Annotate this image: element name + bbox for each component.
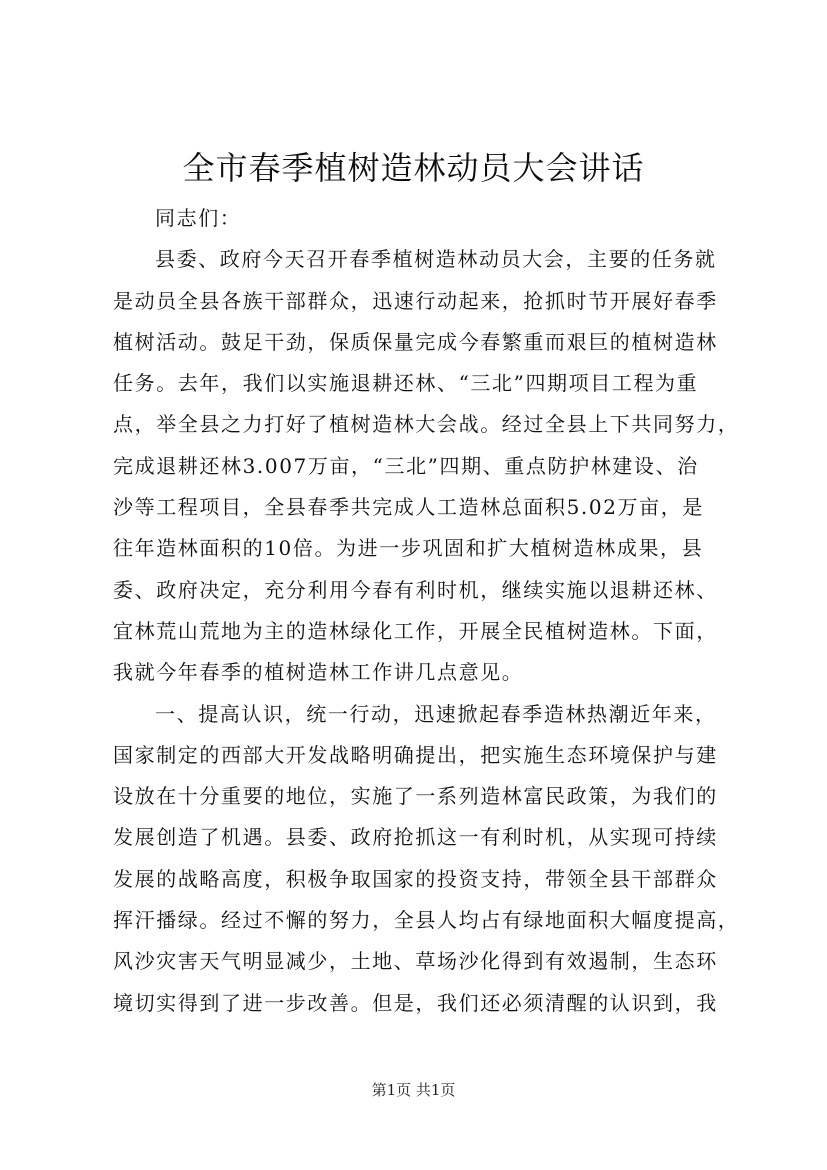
paragraph-line: 风沙灾害天气明显减少，土地、草场沙化得到有效遏制，生态环 bbox=[113, 949, 718, 974]
paragraph-line: 挥汗播绿。经过不懈的努力，全县人均占有绿地面积大幅度提高， bbox=[113, 908, 740, 933]
document-body bbox=[113, 198, 740, 1024]
paragraph-line: 任务。去年，我们以实施退耕还林、“三北”四期项目工程为重 bbox=[113, 371, 699, 396]
paragraph-line: 点，举全县之力打好了植树造林大会战。经过全县上下共同努力， bbox=[113, 412, 740, 437]
document-title: 全市春季植树造林动员大会讲话 bbox=[182, 149, 645, 187]
section-heading-line: 一、提高认识，统一行动，迅速掀起春季造林热潮近年来， bbox=[155, 701, 717, 726]
paragraph-line: 植树活动。鼓足干劲，保质保量完成今春繁重而艰巨的植树造林 bbox=[113, 329, 718, 354]
paragraph-line: 是动员全县各族干部群众，迅速行动起来，抢抓时节开展好春季 bbox=[113, 288, 718, 313]
paragraph-line: 发展创造了机遇。县委、政府抢抓这一有利时机，从实现可持续 bbox=[113, 825, 718, 850]
paragraph-line: 往年造林面积的10倍。为进一步巩固和扩大植树造林成果，县 bbox=[113, 536, 704, 561]
paragraph-line: 我就今年春季的植树造林工作讲几点意见。 bbox=[113, 660, 524, 685]
paragraph-line: 发展的战略高度，积极争取国家的投资支持，带领全县干部群众 bbox=[113, 866, 718, 891]
paragraph-line: 完成退耕还林3.007万亩，“三北”四期、重点防护林建设、治 bbox=[113, 453, 699, 478]
paragraph-line: 沙等工程项目，全县春季共完成人工造林总面积5.02万亩，是 bbox=[113, 495, 704, 520]
page-footer: 第1页 共1页 bbox=[371, 1081, 456, 1099]
paragraph-line: 宜林荒山荒地为主的造林绿化工作，开展全民植树造林。下面， bbox=[113, 618, 718, 643]
paragraph-line: 国家制定的西部大开发战略明确提出，把实施生态环境保护与建 bbox=[113, 742, 718, 767]
paragraph-line: 境切实得到了进一步改善。但是，我们还必须清醒的认识到，我 bbox=[113, 990, 718, 1015]
paragraph-line: 设放在十分重要的地位，实施了一系列造林富民政策，为我们的 bbox=[113, 784, 718, 809]
paragraph-line: 县委、政府今天召开春季植树造林动员大会，主要的任务就 bbox=[155, 247, 717, 272]
salutation-line: 同志们： bbox=[155, 206, 242, 230]
paragraph-line: 委、政府决定，充分利用今春有利时机，继续实施以退耕还林、 bbox=[113, 577, 718, 602]
